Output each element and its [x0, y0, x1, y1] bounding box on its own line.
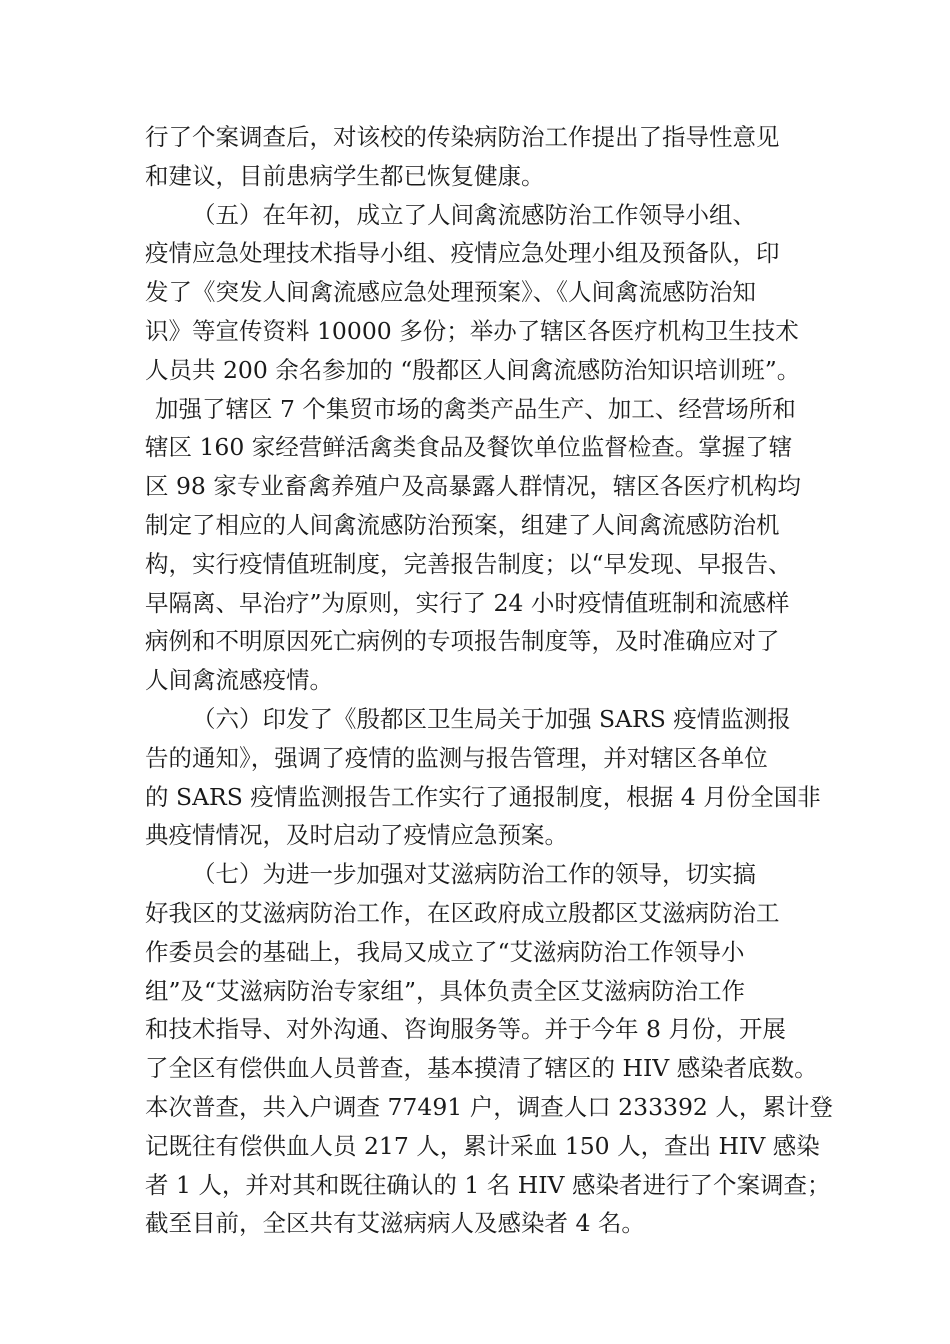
paragraph-heading-line: （七）为进一步加强对艾滋病防治工作的领导，切实搞 — [192, 860, 756, 889]
text-line: 记既往有偿供血人员 217 人，累计采血 150 人，查出 HIV 感染 — [145, 1131, 820, 1160]
text-line: 制定了相应的人间禽流感防治预案，组建了人间禽流感防治机 — [145, 510, 780, 539]
text-line: 辖区 160 家经营鲜活禽类食品及餐饮单位监督检查。掌握了辖 — [145, 433, 793, 462]
text-line: 的 SARS 疫情监测报告工作实行了通报制度，根据 4 月份全国非 — [145, 782, 821, 811]
text-line: 病例和不明原因死亡病例的专项报告制度等，及时准确应对了 — [145, 627, 780, 656]
text-line: 加强了辖区 7 个集贸市场的禽类产品生产、加工、经营场所和 — [155, 394, 796, 423]
text-line: 和建议，目前患病学生都已恢复健康。 — [145, 161, 545, 190]
paragraph-heading-line: （五）在年初，成立了人间禽流感防治工作领导小组、 — [192, 200, 756, 229]
text-line: 人间禽流感疫情。 — [145, 666, 333, 695]
text-line: 好我区的艾滋病防治工作，在区政府成立殷都区艾滋病防治工 — [145, 898, 780, 927]
text-line: 人员共 200 余名参加的 “殷都区人间禽流感防治知识培训班”。 — [145, 355, 801, 384]
text-line: 截至目前，全区共有艾滋病病人及感染者 4 名。 — [145, 1209, 645, 1238]
text-line: 者 1 人，并对其和既往确认的 1 名 HIV 感染者进行了个案调查； — [145, 1170, 831, 1199]
text-line: 疫情应急处理技术指导小组、疫情应急处理小组及预备队，印 — [145, 239, 780, 268]
text-line: 构，实行疫情值班制度，完善报告制度；以“早发现、早报告、 — [145, 549, 792, 578]
text-line: 和技术指导、对外沟通、咨询服务等。并于今年 8 月份，开展 — [145, 1015, 786, 1044]
text-line: 发了《突发人间禽流感应急处理预案》、《人间禽流感防治知 — [145, 278, 756, 307]
text-line: 识》等宣传资料 10000 多份；举办了辖区各医疗机构卫生技术 — [145, 316, 799, 345]
document-body — [145, 118, 833, 1243]
text-line: 早隔离、早治疗”为原则，实行了 24 小时疫情值班制和流感样 — [145, 588, 790, 617]
text-line: 本次普查，共入户调查 77491 户，调查人口 233392 人，累计登 — [145, 1092, 833, 1121]
text-line: 告的通知》，强调了疫情的监测与报告管理，并对辖区各单位 — [145, 743, 768, 772]
text-line: 行了个案调查后，对该校的传染病防治工作提出了指导性意见 — [145, 123, 780, 151]
paragraph-heading-line: （六）印发了《殷都区卫生局关于加强 SARS 疫情监测报 — [192, 704, 791, 733]
text-line: 区 98 家专业畜禽养殖户及高暴露人群情况，辖区各医疗机构均 — [145, 472, 801, 501]
text-line: 典疫情情况，及时启动了疫情应急预案。 — [145, 821, 568, 850]
text-line: 作委员会的基础上，我局又成立了“艾滋病防治工作领导小 — [145, 937, 745, 966]
text-line: 组”及“艾滋病防治专家组”，具体负责全区艾滋病防治工作 — [145, 976, 746, 1005]
text-line: 了全区有偿供血人员普查，基本摸清了辖区的 HIV 感染者底数。 — [145, 1054, 818, 1083]
